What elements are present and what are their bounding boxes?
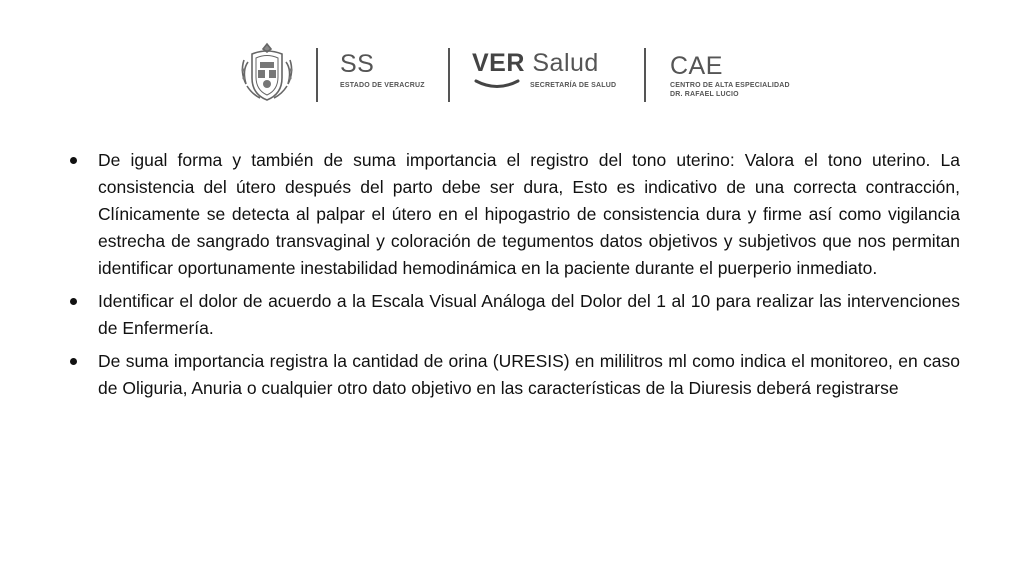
list-item	[62, 348, 960, 402]
ss-logo-abbr: SS	[340, 50, 375, 78]
bullet-list	[62, 147, 960, 408]
ver-logo-text: VER	[472, 49, 525, 77]
cae-logo-abbr: CAE	[670, 52, 723, 80]
divider	[316, 48, 318, 102]
smile-swoosh-icon	[474, 78, 520, 90]
list-item	[62, 147, 960, 282]
ver-logo-name: SECRETARÍA DE SALUD	[530, 82, 617, 89]
bullet-icon	[70, 358, 77, 365]
list-item	[62, 288, 960, 342]
bullet-text: De igual forma y también de suma importancia el registro del tono uterino: Valora el tono uterino. La consistencia del útero después del parto debe ser dura, Esto es indicativo de una correcta contracción, Clínicamente se detecta al palpar el útero en el hipogastrio de consistencia dura y firme así como vigilancia estrecha de sangrado transvaginal y coloración de tegumentos datos objetivos y subjetivos que nos permitan identificar oportunamente inestabilidad hemodinámica en la paciente durante el puerperio inmediato.	[98, 150, 960, 278]
header-logos	[238, 40, 798, 108]
salud-logo-text: Salud	[532, 49, 599, 77]
divider	[448, 48, 450, 102]
veracruz-coat-of-arms-icon	[238, 40, 296, 104]
bullet-text: De suma importancia registra la cantidad de orina (URESIS) en mililitros ml como indica el monitoreo, en caso de Oliguria, Anuria o cualquier otro dato objetivo en las características de la Diuresis deberá registrarse	[98, 351, 960, 398]
bullet-icon	[70, 157, 77, 164]
cae-logo-line1: CENTRO DE ALTA ESPECIALIDAD	[670, 82, 790, 89]
bullet-icon	[70, 298, 77, 305]
ss-logo-name: ESTADO DE VERACRUZ	[340, 82, 425, 89]
ver-salud-logo	[472, 49, 599, 78]
bullet-text: Identificar el dolor de acuerdo a la Escala Visual Análoga del Dolor del 1 al 10 para realizar las intervenciones de Enfermería.	[98, 291, 960, 338]
cae-logo-line2: DR. RAFAEL LUCIO	[670, 91, 739, 98]
divider	[644, 48, 646, 102]
